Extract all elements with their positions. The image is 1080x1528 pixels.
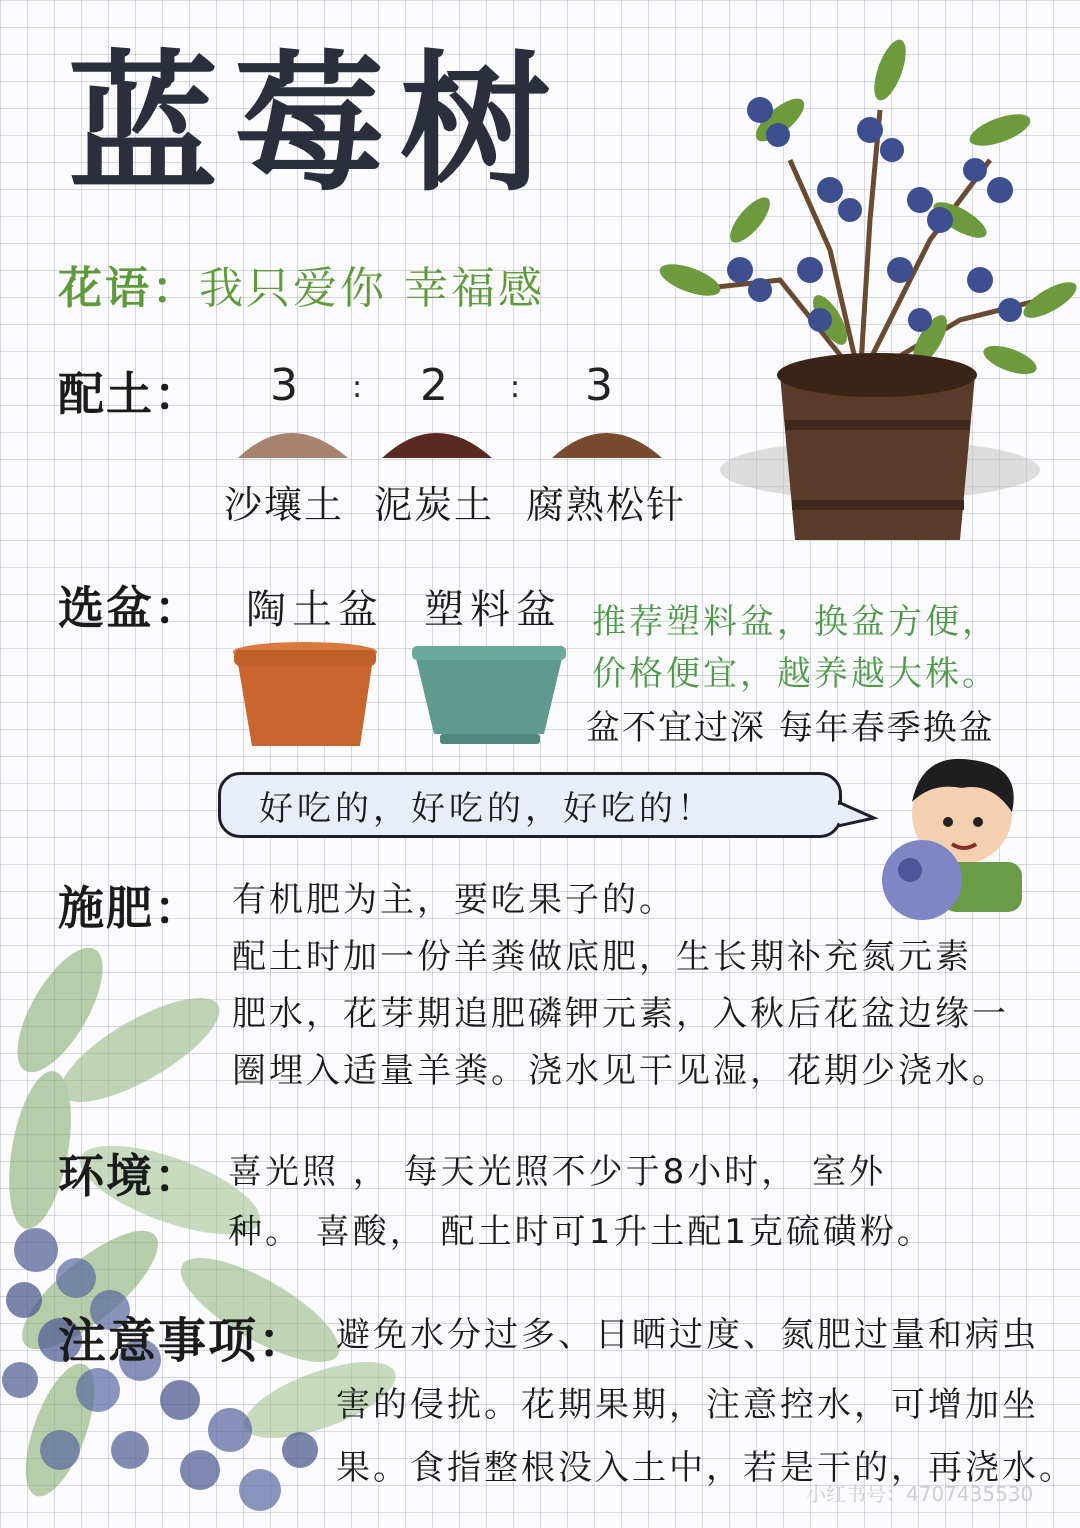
fertilizer-line: 有机肥为主，要吃果子的。 bbox=[232, 880, 676, 920]
plastic-pot-icon bbox=[412, 646, 566, 744]
notes-label: 注意事项： bbox=[58, 1313, 309, 1369]
fertilizer-line: 肥水，花芽期追肥磷钾元素，入秋后花盆边缘一 bbox=[232, 994, 1009, 1034]
environment-text bbox=[228, 1142, 934, 1262]
recommend-line-2: 价格便宜，越养越大株。 bbox=[592, 654, 999, 694]
speech-bubble bbox=[218, 772, 842, 838]
ratio-separator: : bbox=[352, 370, 363, 405]
pot-option-clay: 陶土盆 bbox=[246, 587, 384, 633]
watermark: 小红书号：4707435530 bbox=[806, 1482, 1034, 1506]
soil-ratio-2: 2 bbox=[420, 360, 448, 411]
environment-label: 环境： bbox=[58, 1149, 202, 1203]
soil-label: 配土： bbox=[58, 367, 202, 421]
notes-line: 害的侵扰。花期果期，注意控水，可增加坐 bbox=[336, 1385, 1039, 1425]
fertilizer-text bbox=[232, 872, 1009, 1100]
pine-needle-pile-icon bbox=[552, 433, 662, 458]
environment-line: 种。 喜酸， 配土时可1升土配1克硫磺粉。 bbox=[228, 1212, 934, 1252]
fertilizer-line: 配土时加一份羊粪做底肥，生长期补充氮元素 bbox=[232, 937, 972, 977]
speech-bubble-text: 好吃的，好吃的，好吃的！ bbox=[259, 788, 715, 829]
soil-ratio-1: 3 bbox=[270, 360, 298, 411]
notes-line: 避免水分过多、日晒过度、氮肥过量和病虫 bbox=[336, 1315, 1039, 1355]
soil-type-sandy: 沙壤土 bbox=[224, 483, 345, 527]
ratio-separator: : bbox=[510, 370, 521, 405]
soil-type-peat: 泥炭土 bbox=[374, 483, 495, 527]
peat-soil-pile-icon bbox=[382, 433, 492, 458]
soil-piles bbox=[230, 412, 670, 462]
blueberry-plant-illustration bbox=[630, 20, 1080, 580]
pot-illustrations bbox=[228, 638, 578, 753]
flower-language bbox=[58, 252, 545, 316]
environment-line: 喜光照 ， 每天光照不少于8小时， 室外 bbox=[228, 1152, 887, 1192]
notes-text bbox=[336, 1300, 1039, 1440]
soil-ratio-3: 3 bbox=[585, 360, 613, 411]
page-title: 蓝莓树 bbox=[68, 38, 567, 212]
pot-option-plastic: 塑料盆 bbox=[424, 587, 562, 633]
recommend-line-1: 推荐塑料盆，换盆方便， bbox=[592, 602, 999, 642]
pot-note: 盆不宜过深 每年春季换盆 bbox=[586, 708, 995, 748]
clay-pot-icon bbox=[233, 642, 377, 746]
fertilizer-line: 圈埋入适量羊粪。浇水见干见湿，花期少浇水。 bbox=[232, 1051, 1009, 1091]
soil-type-pine-needle: 腐熟松针 bbox=[526, 483, 687, 527]
sandy-soil-pile-icon bbox=[238, 433, 348, 458]
notes-line-last: 果。食指整根没入土中，若是干的，再浇水。 bbox=[336, 1448, 1076, 1488]
fertilizer-label: 施肥： bbox=[58, 881, 202, 935]
flower-language-label: 花语： bbox=[58, 263, 199, 314]
flower-language-value: 我只爱你 幸福感 bbox=[199, 263, 545, 314]
pot-label: 选盆： bbox=[58, 581, 202, 635]
